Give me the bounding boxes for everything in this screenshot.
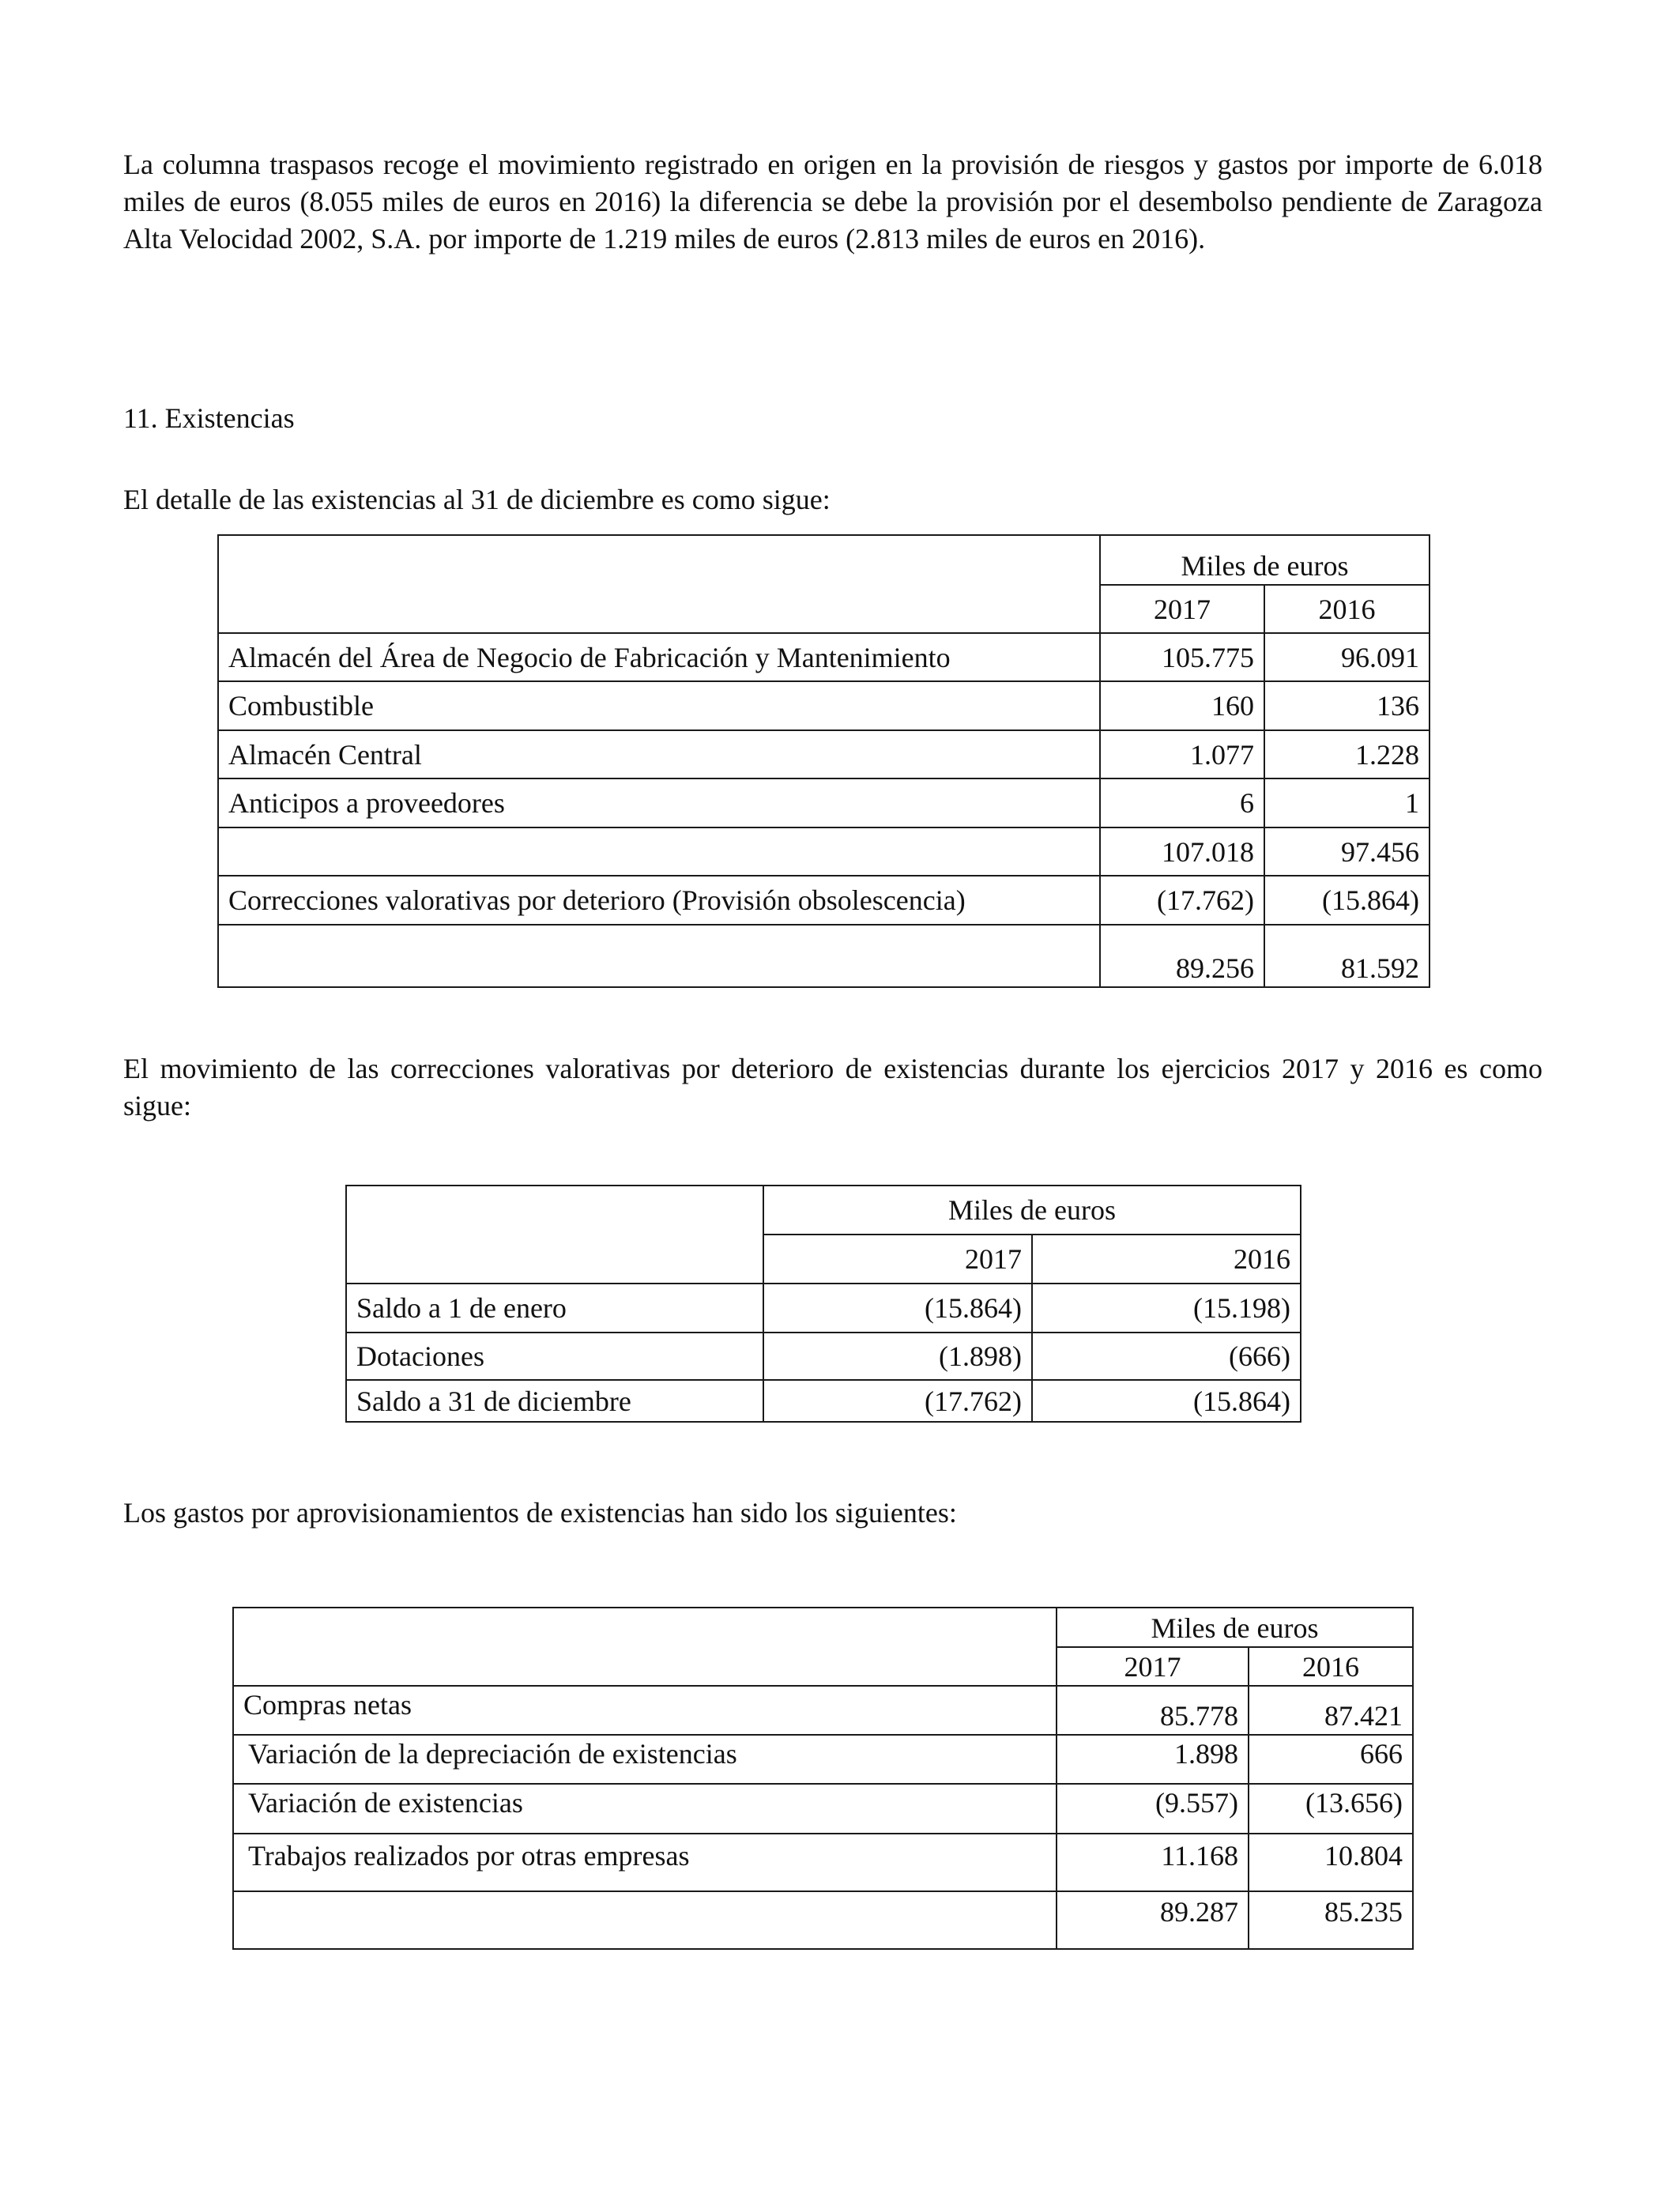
value-2017: (9.557) [1057, 1784, 1249, 1834]
value-2016: 1 [1264, 778, 1430, 827]
table-row [218, 730, 1430, 778]
table3-year-2016: 2016 [1249, 1647, 1413, 1686]
value-2017: (17.762) [763, 1380, 1032, 1422]
table-row [346, 1380, 1301, 1422]
table-row [218, 778, 1430, 827]
table-row [233, 1735, 1413, 1784]
intro-paragraph: La columna traspasos recoge el movimiento registrado en origen en la provisión de riesgos y gastos por importe de 6.018 miles de euros (8.055 miles de euros en 2016) la diferencia se debe la provisión por el desembolso pendiente de Zaragoza Alta Velocidad 2002, S.A. por importe de 1.219 miles de euros (2.813 miles de euros en 2016). [123, 149, 1543, 254]
value-2016: (15.864) [1032, 1380, 1301, 1422]
value-2016: 81.592 [1264, 925, 1430, 987]
row-label: Variación de la depreciación de existencias [233, 1735, 1057, 1784]
row-label [218, 827, 1100, 876]
value-2016: (666) [1032, 1333, 1301, 1380]
table-row [233, 1891, 1413, 1949]
table-row [233, 1834, 1413, 1891]
row-label: Saldo a 31 de diciembre [346, 1380, 763, 1422]
table2-header-blank [346, 1186, 763, 1284]
value-2017: 6 [1100, 778, 1264, 827]
value-2016: 1.228 [1264, 730, 1430, 778]
table2-unit-header: Miles de euros [763, 1186, 1301, 1235]
inventory-detail-table [217, 534, 1430, 988]
impairment-movement-table [345, 1185, 1301, 1423]
row-label: Combustible [218, 681, 1100, 730]
value-2016: (15.198) [1032, 1284, 1301, 1333]
value-2016: (15.864) [1264, 876, 1430, 925]
value-2017: 89.256 [1100, 925, 1264, 987]
value-2016: 10.804 [1249, 1834, 1413, 1891]
table-row [218, 827, 1430, 876]
row-label: Dotaciones [346, 1333, 763, 1380]
row-label [218, 925, 1100, 987]
value-2017: 85.778 [1057, 1686, 1249, 1735]
procurement-expenses-table [232, 1607, 1414, 1950]
row-label: Almacén del Área de Negocio de Fabricación y Mantenimiento [218, 633, 1100, 681]
value-2016: 666 [1249, 1735, 1413, 1784]
value-2017: 160 [1100, 681, 1264, 730]
table-row [218, 633, 1430, 681]
value-2016: 87.421 [1249, 1686, 1413, 1735]
value-2017: 1.077 [1100, 730, 1264, 778]
row-label: Anticipos a proveedores [218, 778, 1100, 827]
table-row [346, 1284, 1301, 1333]
table-row [346, 1333, 1301, 1380]
value-2017: 11.168 [1057, 1834, 1249, 1891]
table1-intro: El detalle de las existencias al 31 de diciembre es como sigue: [123, 484, 831, 515]
row-label: Almacén Central [218, 730, 1100, 778]
row-label [233, 1891, 1057, 1949]
value-2016: 85.235 [1249, 1891, 1413, 1949]
section-heading: 11. Existencias [123, 402, 295, 434]
table3-year-2017: 2017 [1057, 1647, 1249, 1686]
table1-year-2017: 2017 [1100, 585, 1264, 633]
value-2017: (15.864) [763, 1284, 1032, 1333]
value-2017: (1.898) [763, 1333, 1032, 1380]
value-2016: 96.091 [1264, 633, 1430, 681]
value-2017: 107.018 [1100, 827, 1264, 876]
table-row [218, 681, 1430, 730]
table1-year-2016: 2016 [1264, 585, 1430, 633]
table-row [233, 1784, 1413, 1834]
row-label: Saldo a 1 de enero [346, 1284, 763, 1333]
table3-header-blank [233, 1608, 1057, 1686]
table-row [218, 876, 1430, 925]
table3-unit-header: Miles de euros [1057, 1608, 1413, 1647]
table-row [233, 1686, 1413, 1735]
value-2017: (17.762) [1100, 876, 1264, 925]
value-2017: 1.898 [1057, 1735, 1249, 1784]
value-2016: 97.456 [1264, 827, 1430, 876]
row-label: Compras netas [233, 1686, 1057, 1735]
table1-unit-header: Miles de euros [1100, 535, 1430, 585]
table3-intro: Los gastos por aprovisionamientos de existencias han sido los siguientes: [123, 1497, 957, 1529]
row-label: Correcciones valorativas por deterioro (Provisión obsolescencia) [218, 876, 1100, 925]
row-label: Variación de existencias [233, 1784, 1057, 1834]
value-2017: 105.775 [1100, 633, 1264, 681]
value-2017: 89.287 [1057, 1891, 1249, 1949]
table2-year-2017: 2017 [763, 1235, 1032, 1284]
table2-intro: El movimiento de las correcciones valorativas por deterioro de existencias durante los ejercicios 2017 y 2016 es como sigue: [123, 1053, 1543, 1122]
table-row [218, 925, 1430, 987]
value-2016: (13.656) [1249, 1784, 1413, 1834]
value-2016: 136 [1264, 681, 1430, 730]
table2-year-2016: 2016 [1032, 1235, 1301, 1284]
row-label: Trabajos realizados por otras empresas [233, 1834, 1057, 1891]
table1-header-blank [218, 535, 1100, 633]
